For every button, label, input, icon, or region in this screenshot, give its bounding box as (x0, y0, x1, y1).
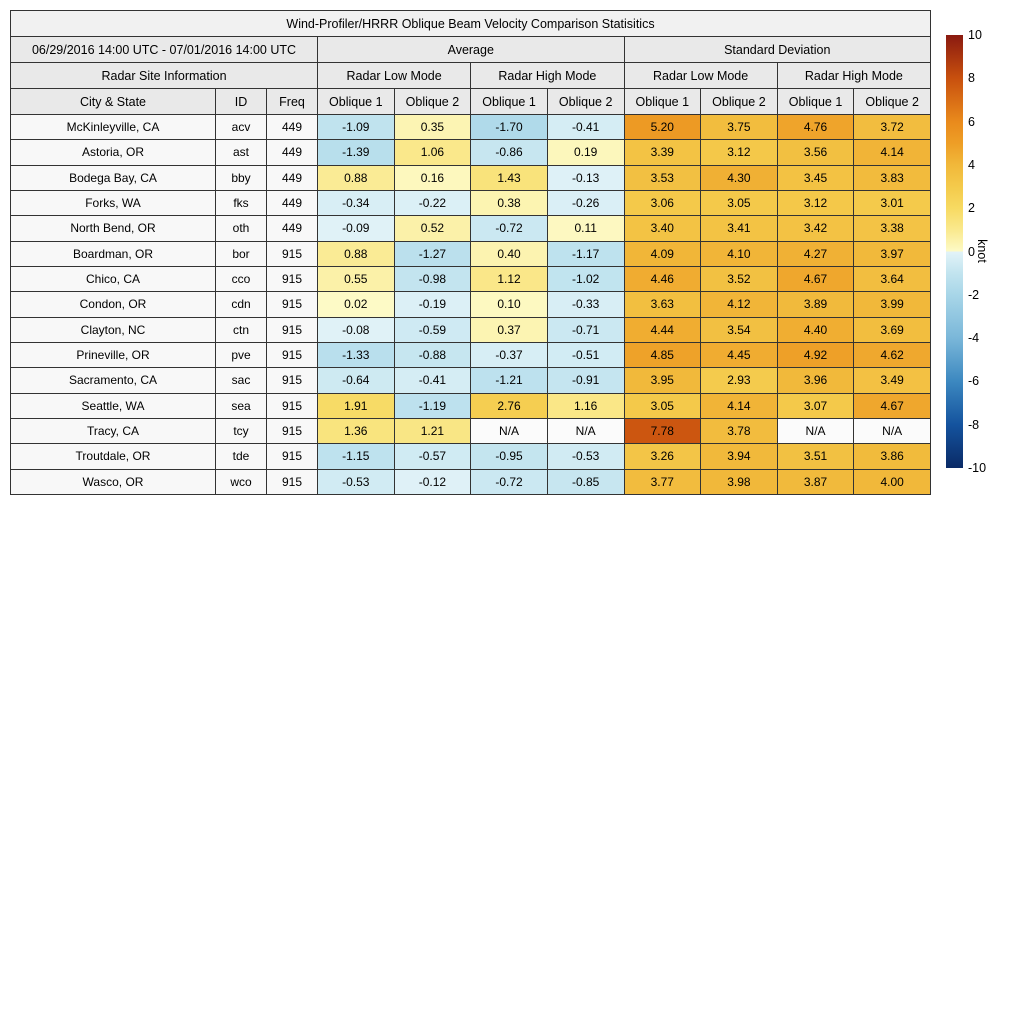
col-oblique: Oblique 1 (471, 89, 548, 115)
value-cell: 0.55 (318, 266, 395, 291)
value-cell: -1.21 (471, 368, 548, 393)
value-cell: 3.89 (777, 292, 854, 317)
freq-cell: 449 (267, 190, 318, 215)
value-cell: 4.45 (701, 342, 778, 367)
table-row (11, 190, 931, 215)
col-oblique: Oblique 1 (318, 89, 395, 115)
value-cell: -1.17 (547, 241, 624, 266)
city-cell: Wasco, OR (11, 469, 216, 494)
value-cell: 3.12 (777, 190, 854, 215)
table-row (11, 165, 931, 190)
value-cell: 4.40 (777, 317, 854, 342)
value-cell: 3.72 (854, 115, 931, 140)
value-cell: -0.57 (394, 444, 471, 469)
value-cell: -1.39 (318, 140, 395, 165)
site-id-cell: ast (216, 140, 267, 165)
col-freq: Freq (267, 89, 318, 115)
value-cell: 4.62 (854, 342, 931, 367)
table-row (11, 444, 931, 469)
value-cell: 3.96 (777, 368, 854, 393)
value-cell: -0.41 (394, 368, 471, 393)
value-cell: 0.38 (471, 190, 548, 215)
value-cell: N/A (777, 418, 854, 443)
value-cell: 3.98 (701, 469, 778, 494)
table-body (11, 115, 931, 495)
city-cell: Troutdale, OR (11, 444, 216, 469)
value-cell: 3.83 (854, 165, 931, 190)
date-range: 06/29/2016 14:00 UTC - 07/01/2016 14:00 UTC (11, 37, 318, 63)
value-cell: 1.21 (394, 418, 471, 443)
site-id-cell: sac (216, 368, 267, 393)
value-cell: 4.14 (854, 140, 931, 165)
colorbar-tick-label: -6 (968, 374, 980, 389)
value-cell: 4.44 (624, 317, 701, 342)
value-cell: 3.54 (701, 317, 778, 342)
value-cell: -0.13 (547, 165, 624, 190)
group-standard-deviation: Standard Deviation (624, 37, 931, 63)
mode-header-avg-low: Radar Low Mode (318, 63, 471, 89)
freq-cell: 915 (267, 469, 318, 494)
city-cell: Astoria, OR (11, 140, 216, 165)
value-cell: -1.02 (547, 266, 624, 291)
value-cell: 3.41 (701, 216, 778, 241)
value-cell: -0.71 (547, 317, 624, 342)
value-cell: 3.86 (854, 444, 931, 469)
value-cell: 3.75 (701, 115, 778, 140)
col-oblique: Oblique 1 (777, 89, 854, 115)
value-cell: -0.08 (318, 317, 395, 342)
col-oblique: Oblique 2 (547, 89, 624, 115)
value-cell: -0.19 (394, 292, 471, 317)
col-id: ID (216, 89, 267, 115)
value-cell: 0.35 (394, 115, 471, 140)
value-cell: 4.14 (701, 393, 778, 418)
city-cell: Clayton, NC (11, 317, 216, 342)
freq-cell: 915 (267, 368, 318, 393)
colorbar-tick-label: 0 (968, 244, 975, 259)
table-row (11, 368, 931, 393)
value-cell: 3.45 (777, 165, 854, 190)
colorbar-tick-label: 10 (968, 28, 982, 42)
value-cell: -0.95 (471, 444, 548, 469)
mode-header-std-high: Radar High Mode (777, 63, 930, 89)
value-cell: -1.19 (394, 393, 471, 418)
value-cell: 5.20 (624, 115, 701, 140)
value-cell: -0.37 (471, 342, 548, 367)
value-cell: 3.05 (701, 190, 778, 215)
site-id-cell: cco (216, 266, 267, 291)
value-cell: -0.12 (394, 469, 471, 494)
city-cell: North Bend, OR (11, 216, 216, 241)
value-cell: 3.78 (701, 418, 778, 443)
freq-cell: 915 (267, 317, 318, 342)
freq-cell: 449 (267, 165, 318, 190)
value-cell: 3.95 (624, 368, 701, 393)
value-cell: -0.59 (394, 317, 471, 342)
value-cell: 2.76 (471, 393, 548, 418)
value-cell: 4.30 (701, 165, 778, 190)
value-cell: 4.27 (777, 241, 854, 266)
value-cell: -0.53 (547, 444, 624, 469)
site-id-cell: tcy (216, 418, 267, 443)
city-cell: Boardman, OR (11, 241, 216, 266)
value-cell: -0.33 (547, 292, 624, 317)
site-id-cell: fks (216, 190, 267, 215)
value-cell: 3.63 (624, 292, 701, 317)
freq-cell: 915 (267, 266, 318, 291)
colorbar (946, 35, 963, 468)
colorbar-tick-label: -2 (968, 287, 980, 302)
freq-cell: 915 (267, 393, 318, 418)
col-oblique: Oblique 1 (624, 89, 701, 115)
value-cell: 4.00 (854, 469, 931, 494)
colorbar-tick-label: -4 (968, 331, 980, 346)
value-cell: 4.85 (624, 342, 701, 367)
table-row (11, 292, 931, 317)
value-cell: 3.49 (854, 368, 931, 393)
value-cell: -0.98 (394, 266, 471, 291)
value-cell: -1.09 (318, 115, 395, 140)
value-cell: 3.53 (624, 165, 701, 190)
site-id-cell: pve (216, 342, 267, 367)
value-cell: 0.19 (547, 140, 624, 165)
col-city-state: City & State (11, 89, 216, 115)
freq-cell: 915 (267, 241, 318, 266)
table-row (11, 140, 931, 165)
colorbar-tick-label: 4 (968, 157, 975, 172)
site-id-cell: bor (216, 241, 267, 266)
value-cell: 0.40 (471, 241, 548, 266)
value-cell: 3.69 (854, 317, 931, 342)
mode-header-std-low: Radar Low Mode (624, 63, 777, 89)
value-cell: -0.09 (318, 216, 395, 241)
value-cell: 3.05 (624, 393, 701, 418)
mode-header-avg-high: Radar High Mode (471, 63, 624, 89)
freq-cell: 915 (267, 292, 318, 317)
site-id-cell: acv (216, 115, 267, 140)
value-cell: 4.76 (777, 115, 854, 140)
group-header-row (11, 37, 931, 63)
value-cell: 3.42 (777, 216, 854, 241)
site-id-cell: cdn (216, 292, 267, 317)
site-id-cell: sea (216, 393, 267, 418)
value-cell: 4.67 (854, 393, 931, 418)
freq-cell: 449 (267, 216, 318, 241)
value-cell: 0.88 (318, 241, 395, 266)
city-cell: Tracy, CA (11, 418, 216, 443)
value-cell: 1.91 (318, 393, 395, 418)
colorbar-unit-label: knot (975, 239, 989, 263)
value-cell: -1.27 (394, 241, 471, 266)
value-cell: N/A (854, 418, 931, 443)
table-row (11, 418, 931, 443)
city-cell: Prineville, OR (11, 342, 216, 367)
table-row (11, 241, 931, 266)
value-cell: -0.34 (318, 190, 395, 215)
table-row (11, 266, 931, 291)
table-row (11, 317, 931, 342)
site-id-cell: bby (216, 165, 267, 190)
col-oblique: Oblique 2 (394, 89, 471, 115)
freq-cell: 915 (267, 342, 318, 367)
site-id-cell: wco (216, 469, 267, 494)
value-cell: -1.70 (471, 115, 548, 140)
colorbar-tick-label: -8 (968, 417, 980, 432)
table-row (11, 393, 931, 418)
value-cell: 1.16 (547, 393, 624, 418)
value-cell: 4.12 (701, 292, 778, 317)
city-cell: Sacramento, CA (11, 368, 216, 393)
city-cell: Bodega Bay, CA (11, 165, 216, 190)
colorbar-tick-label: 2 (968, 201, 975, 216)
value-cell: 0.16 (394, 165, 471, 190)
group-average: Average (318, 37, 625, 63)
value-cell: 1.06 (394, 140, 471, 165)
site-info-header: Radar Site Information (11, 63, 318, 89)
value-cell: -0.86 (471, 140, 548, 165)
value-cell: 3.56 (777, 140, 854, 165)
value-cell: -1.15 (318, 444, 395, 469)
value-cell: 4.10 (701, 241, 778, 266)
table-row (11, 342, 931, 367)
value-cell: -0.26 (547, 190, 624, 215)
value-cell: -0.72 (471, 469, 548, 494)
value-cell: 3.39 (624, 140, 701, 165)
colorbar-tick-label: -10 (968, 461, 987, 475)
col-oblique: Oblique 2 (854, 89, 931, 115)
value-cell: -0.85 (547, 469, 624, 494)
value-cell: 3.94 (701, 444, 778, 469)
value-cell: 0.10 (471, 292, 548, 317)
value-cell: 3.07 (777, 393, 854, 418)
value-cell: 4.67 (777, 266, 854, 291)
value-cell: 0.37 (471, 317, 548, 342)
value-cell: -0.41 (547, 115, 624, 140)
table-row (11, 115, 931, 140)
value-cell: 3.64 (854, 266, 931, 291)
value-cell: 3.06 (624, 190, 701, 215)
value-cell: N/A (547, 418, 624, 443)
value-cell: 3.99 (854, 292, 931, 317)
freq-cell: 449 (267, 140, 318, 165)
value-cell: 1.12 (471, 266, 548, 291)
value-cell: -0.53 (318, 469, 395, 494)
value-cell: 3.26 (624, 444, 701, 469)
value-cell: -0.91 (547, 368, 624, 393)
column-header-row (11, 89, 931, 115)
value-cell: -0.22 (394, 190, 471, 215)
value-cell: 4.92 (777, 342, 854, 367)
table-row (11, 216, 931, 241)
title-row (11, 11, 931, 37)
city-cell: McKinleyville, CA (11, 115, 216, 140)
freq-cell: 915 (267, 418, 318, 443)
value-cell: 3.12 (701, 140, 778, 165)
value-cell: 3.52 (701, 266, 778, 291)
value-cell: 0.88 (318, 165, 395, 190)
value-cell: 4.46 (624, 266, 701, 291)
freq-cell: 915 (267, 444, 318, 469)
city-cell: Seattle, WA (11, 393, 216, 418)
statistics-table (10, 10, 931, 495)
site-id-cell: tde (216, 444, 267, 469)
value-cell: 7.78 (624, 418, 701, 443)
site-id-cell: oth (216, 216, 267, 241)
table-row (11, 469, 931, 494)
colorbar-tick-label: 6 (968, 114, 975, 129)
value-cell: 0.11 (547, 216, 624, 241)
value-cell: 1.36 (318, 418, 395, 443)
value-cell: 3.40 (624, 216, 701, 241)
city-cell: Condon, OR (11, 292, 216, 317)
value-cell: -0.51 (547, 342, 624, 367)
value-cell: -1.33 (318, 342, 395, 367)
value-cell: 2.93 (701, 368, 778, 393)
value-cell: 3.51 (777, 444, 854, 469)
col-oblique: Oblique 2 (701, 89, 778, 115)
value-cell: 4.09 (624, 241, 701, 266)
city-cell: Chico, CA (11, 266, 216, 291)
value-cell: 3.77 (624, 469, 701, 494)
value-cell: -0.88 (394, 342, 471, 367)
site-id-cell: ctn (216, 317, 267, 342)
value-cell: 1.43 (471, 165, 548, 190)
value-cell: N/A (471, 418, 548, 443)
freq-cell: 449 (267, 115, 318, 140)
value-cell: 0.52 (394, 216, 471, 241)
value-cell: 0.02 (318, 292, 395, 317)
value-cell: -0.72 (471, 216, 548, 241)
mode-header-row (11, 63, 931, 89)
value-cell: -0.64 (318, 368, 395, 393)
value-cell: 3.97 (854, 241, 931, 266)
city-cell: Forks, WA (11, 190, 216, 215)
value-cell: 3.87 (777, 469, 854, 494)
value-cell: 3.01 (854, 190, 931, 215)
colorbar-tick-label: 8 (968, 71, 975, 86)
value-cell: 3.38 (854, 216, 931, 241)
table-title: Wind-Profiler/HRRR Oblique Beam Velocity Comparison Statisitics (11, 11, 931, 37)
